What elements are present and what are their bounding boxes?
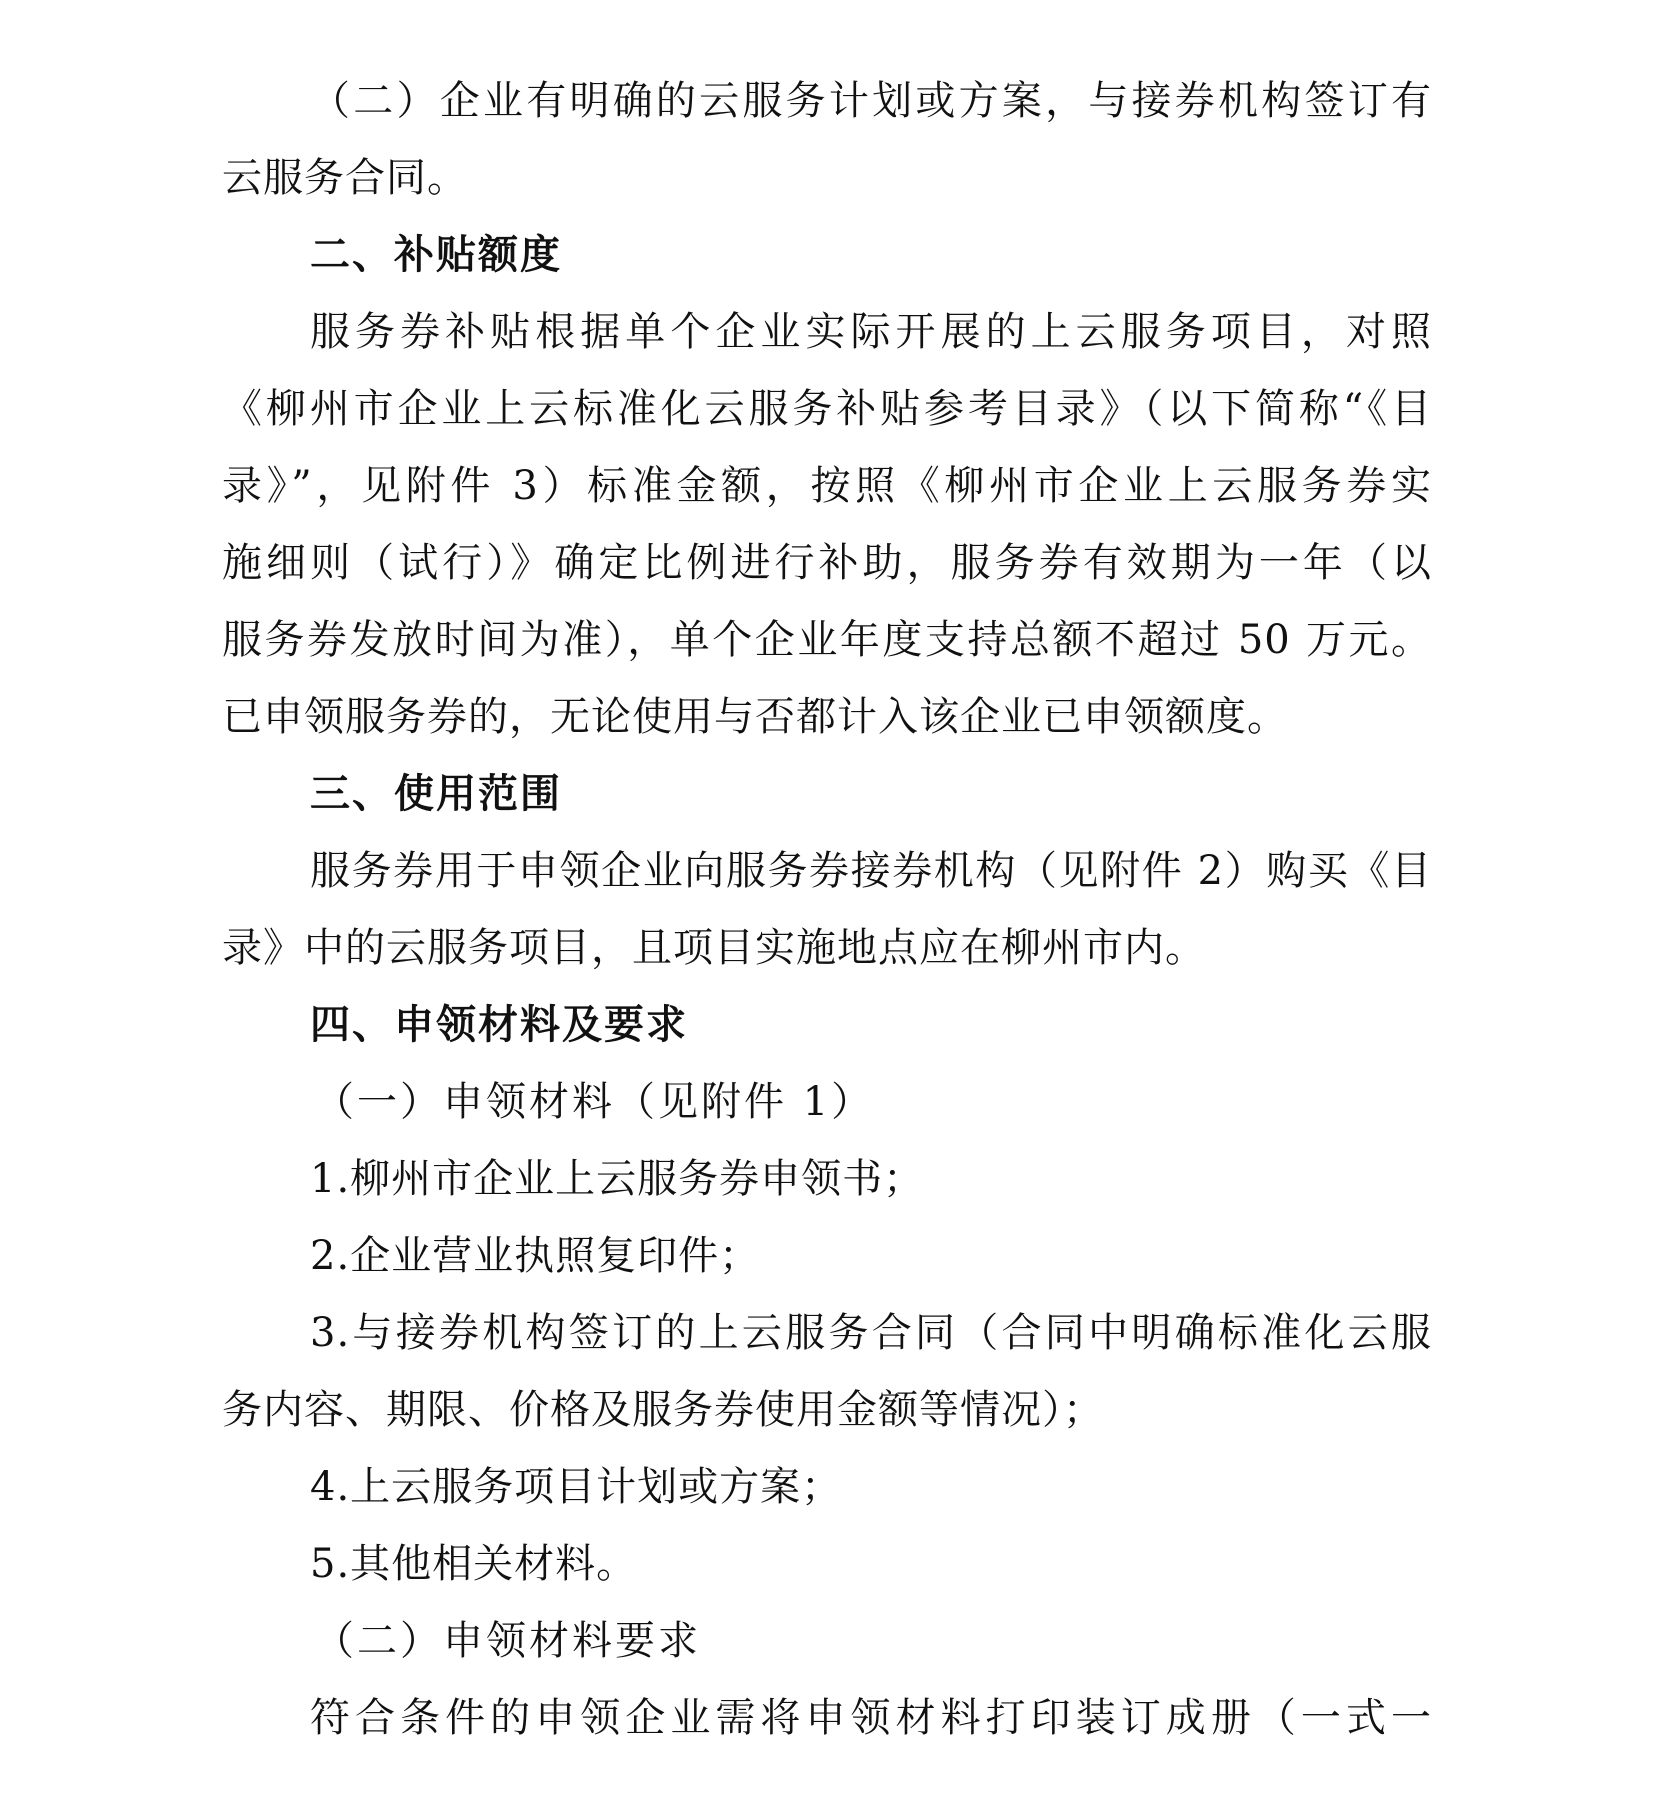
list-item-continuation: 务内容、期限、价格及服务券使用金额等情况）；	[222, 1387, 1104, 1433]
paragraph-line: 施细则（试行）》确定比例进行补助，服务券有效期为一年（以	[222, 540, 1432, 586]
list-item: 1.柳州市企业上云服务券申领书；	[310, 1156, 925, 1202]
paragraph-line: 《柳州市企业上云标准化云服务补贴参考目录》（以下简称“《目	[222, 386, 1432, 432]
paragraph-line: 录》”，见附件 3）标准金额，按照《柳州市企业上云服务券实	[222, 463, 1432, 509]
subsection-heading: （一）申领材料（见附件 1）	[314, 1079, 875, 1125]
list-item: 3.与接券机构签订的上云服务合同（合同中明确标准化云服	[310, 1310, 1432, 1356]
paragraph-line: 云服务合同。	[222, 155, 468, 201]
paragraph-line: 服务券补贴根据单个企业实际开展的上云服务项目，对照	[310, 309, 1432, 355]
paragraph-line: 服务券发放时间为准），单个企业年度支持总额不超过 50 万元。	[222, 617, 1432, 663]
paragraph-line: 录》中的云服务项目，且项目实施地点应在柳州市内。	[222, 925, 1206, 971]
subsection-heading: （二）申领材料要求	[314, 1618, 701, 1664]
section-heading-usage-scope: 三、使用范围	[310, 771, 562, 817]
paragraph-line: 已申领服务券的，无论使用与否都计入该企业已申领额度。	[222, 694, 1288, 740]
paragraph-line: 符合条件的申领企业需将申领材料打印装订成册（一式一	[310, 1695, 1432, 1741]
document-body	[222, 63, 1432, 1757]
section-heading-subsidy-amount: 二、补贴额度	[310, 232, 562, 278]
list-item: 5.其他相关材料。	[310, 1541, 638, 1587]
section-heading-application-materials: 四、申领材料及要求	[310, 1002, 688, 1048]
list-item: 4.上云服务项目计划或方案；	[310, 1464, 843, 1510]
list-item: 2.企业营业执照复印件；	[310, 1233, 761, 1279]
paragraph-line: 服务券用于申领企业向服务券接券机构（见附件 2）购买《目	[310, 848, 1432, 894]
paragraph-line: （二）企业有明确的云服务计划或方案，与接券机构签订有	[310, 78, 1432, 124]
